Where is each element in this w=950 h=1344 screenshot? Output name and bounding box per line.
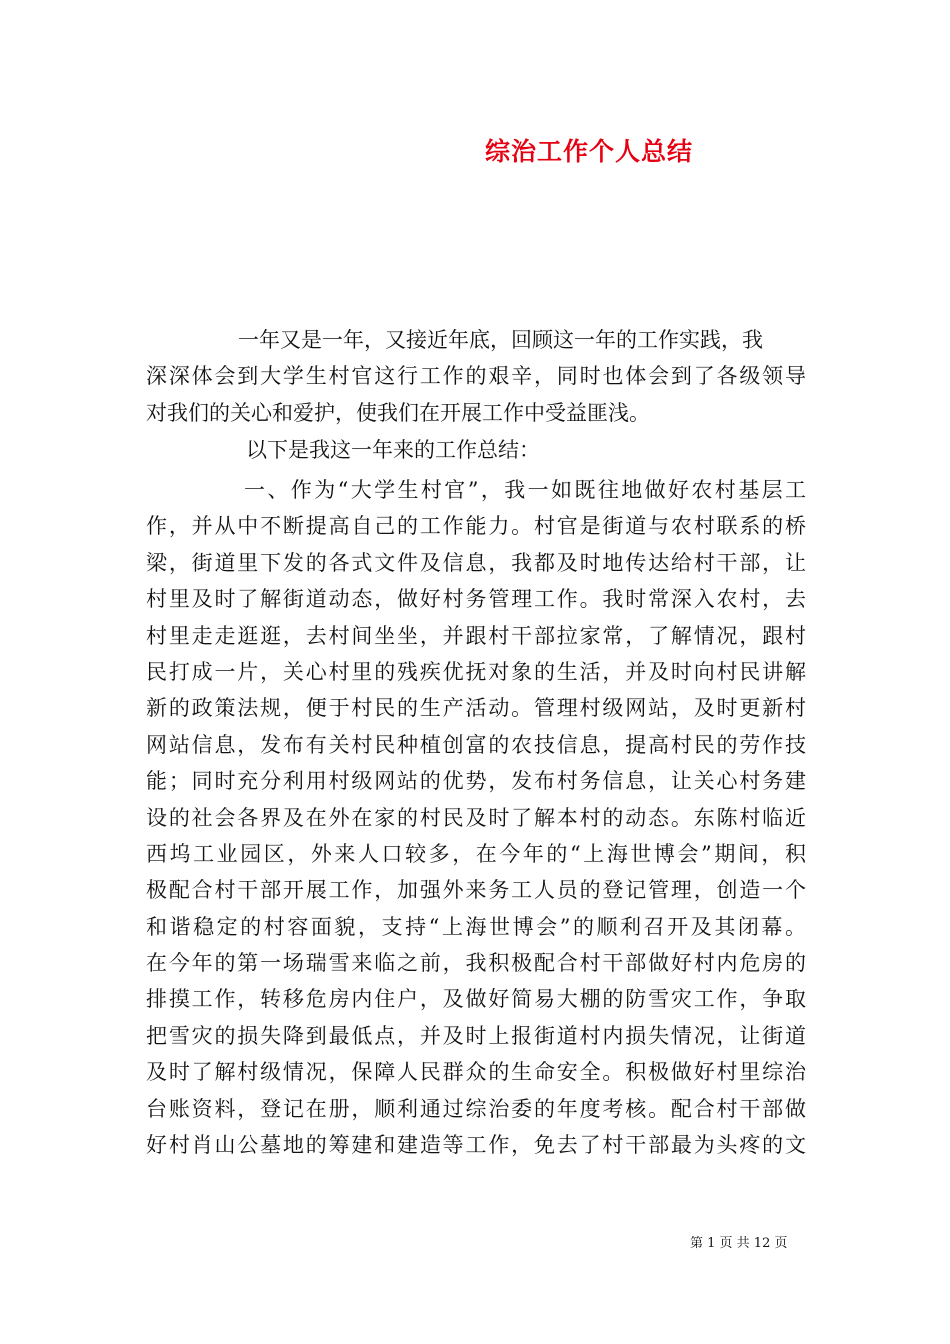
page-number: 第 1 页 共 12 页 bbox=[690, 1236, 788, 1251]
paragraph-line: 西坞工业园区，外来人口较多，在今年的“上海世博会”期间，积 bbox=[146, 841, 806, 866]
paragraph-line: 好村肖山公墓地的筹建和建造等工作，免去了村干部最为头疼的文 bbox=[146, 1133, 806, 1158]
paragraph-line: 对我们的关心和爱护，使我们在开展工作中受益匪浅。 bbox=[146, 400, 650, 425]
paragraph-line: 台账资料，登记在册，顺利通过综治委的年度考核。配合村干部做 bbox=[146, 1096, 806, 1121]
paragraph-line: 新的政策法规，便于村民的生产活动。管理村级网站，及时更新村 bbox=[146, 696, 806, 721]
paragraph-line: 把雪灾的损失降到最低点，并及时上报街道村内损失情况，让街道 bbox=[146, 1023, 806, 1048]
paragraph-line: 深深体会到大学生村官这行工作的艰辛，同时也体会到了各级领导 bbox=[146, 364, 806, 389]
paragraph-line: 极配合村干部开展工作，加强外来务工人员的登记管理，创造一个 bbox=[146, 878, 806, 903]
paragraph-line: 作，并从中不断提高自己的工作能力。村官是街道与农村联系的桥 bbox=[146, 514, 806, 539]
summary-heading bbox=[146, 432, 806, 468]
paragraph-line: 排摸工作，转移危房内住户，及做好简易大棚的防雪灾工作，争取 bbox=[146, 987, 806, 1012]
paragraph-line: 梁，街道里下发的各式文件及信息，我都及时地传达给村干部，让 bbox=[146, 550, 806, 575]
paragraph-line: 设的社会各界及在外在家的村民及时了解本村的动态。东陈村临近 bbox=[146, 805, 806, 830]
paragraph-line: 村里及时了解街道动态，做好村务管理工作。我时常深入农村，去 bbox=[146, 587, 806, 612]
paragraph-line: 以下是我这一年来的工作总结： bbox=[246, 438, 540, 462]
paragraph-line: 和谐稳定的村容面貌，支持“上海世博会”的顺利召开及其闭幕。 bbox=[146, 914, 806, 939]
paragraph-line: 网站信息，发布有关村民种植创富的农技信息，提高村民的劳作技 bbox=[146, 732, 806, 757]
paragraph-line: 在今年的第一场瑞雪来临之前，我积极配合村干部做好村内危房的 bbox=[146, 951, 806, 976]
paragraph-line: 一、作为“大学生村官”，我一如既往地做好农村基层工 bbox=[244, 478, 806, 502]
paragraph-line: 村里走走逛逛，去村间坐坐，并跟村干部拉家常，了解情况，跟村 bbox=[146, 623, 806, 648]
paragraph-line: 一年又是一年，又接近年底，回顾这一年的工作实践，我 bbox=[238, 328, 763, 352]
paragraph-line: 民打成一片，关心村里的残疾优抚对象的生活，并及时向村民讲解 bbox=[146, 659, 806, 684]
section-1-paragraph bbox=[146, 472, 806, 1163]
paragraph-line: 及时了解村级情况，保障人民群众的生命安全。积极做好村里综治 bbox=[146, 1060, 806, 1085]
intro-paragraph bbox=[146, 322, 806, 431]
document-title: 综治工作个人总结 bbox=[484, 137, 693, 166]
paragraph-line: 能；同时充分利用村级网站的优势，发布村务信息，让关心村务建 bbox=[146, 769, 806, 794]
